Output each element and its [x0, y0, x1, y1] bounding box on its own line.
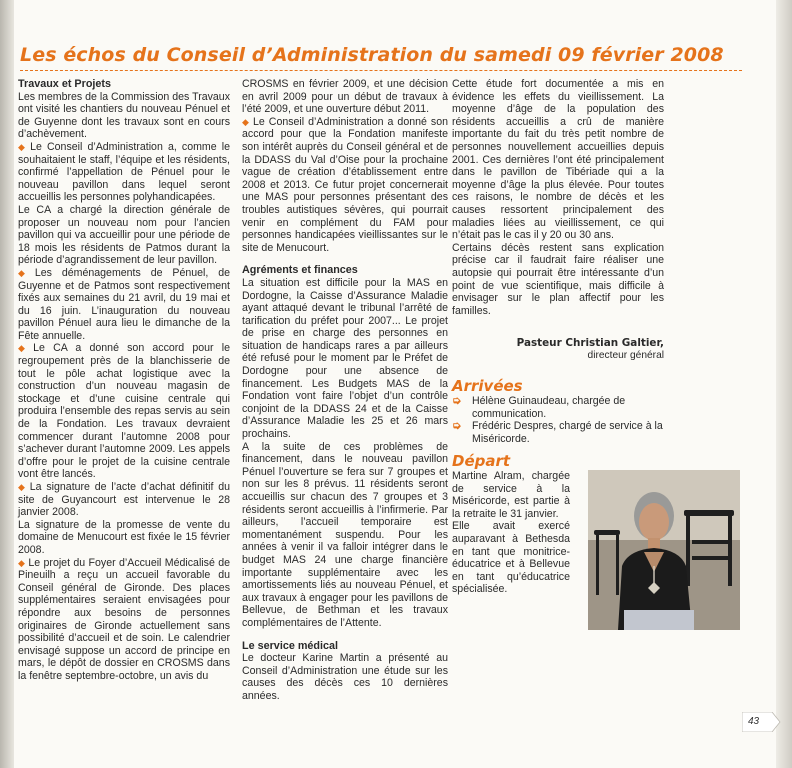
paragraph: La situation est difficile pour la MAS en Dordogne, la Caisse d’Assurance Maladie ayant attaqué devant le tribunal l’arrêté de tarification du préfet pour 2007... Le projet de prise en charge des personnes en situation de handicaps rares a par ailleurs été refusé pour le moment par le Préfet de Dordogne pour une absence de financement. Les Budgets MAS de la Fondation vont faire l’objet d’un contrôle conjoint de la DDASS 24 et de la Caisse d’Assurance Maladie les 25 et 26 mars prochains. [242, 276, 448, 441]
heading-depart: Départ [452, 452, 511, 471]
title-divider [20, 70, 742, 71]
paragraph: ◆ Le Conseil d’Administration a, comme le souhaitaient le staff, l’équipe et les résidents, confirmé l’appellation de Pénuel pour le nouveau pavillon dans lequel seront accueillis les personnes polyhandicapées. [18, 140, 231, 204]
portrait-illustration [588, 470, 740, 630]
diamond-bullet-icon: ◆ [242, 116, 250, 127]
paragraph: Cette étude fort documentée a mis en évidence les effets du vieillissement. La moyenne d’âge de la population des résidents accueillis a crû de manière importante du fait du très petit nombre de personnes nouvellement accueillies depuis 2001. Ces dernières l’ont été principalement dans le pavillon de Tibériade qui a la moyenne d’âge la plus élevée. Pour toutes ces raisons, le nombre de décès et les causes ressortent principalement des maladies liées au vieillissement, ce qui n’était pas le cas il y 20 ou 30 ans. [452, 78, 664, 242]
heading-agrements: Agréments et finances [242, 264, 358, 277]
column-1 [18, 78, 230, 683]
page-edge [776, 0, 792, 768]
page-number: 43 [742, 712, 782, 732]
heading-arrivees: Arrivées [452, 377, 523, 396]
paragraph: Certains décès restent sans explication précise car il faudrait faire réaliser une autopsie qui pourrait être intéressante d’un point de vue scientifique, mais difficile à envisager sur le plan affectif pour les familles. [452, 241, 664, 317]
paragraph: Le CA a chargé la direction générale de proposer un nouveau nom pour l’ancien pavillon qui va accueillir pour une période de 18 mois les résidents de Patmos durant la période d’agrandissement de leur pavillon. [18, 203, 230, 267]
paragraph: ◆ Le Conseil d’Administration a donné son accord pour que la Fondation manifeste son intérêt auprès du Conseil général et de la DDASS du Val d’Oise pour la prochaine vague de création d’établissement entre 2008 et 2013. Ce futur projet concernerait une MAS pour personnes présentant des troubles autistiques sévères, qui pourrait venir en complément du FAM pour personnes handicapées vieillissantes sur le site de Menucourt. [242, 115, 448, 254]
column-2 [242, 78, 448, 703]
book-spine [0, 0, 14, 768]
list-item: ➭ Frédéric Despres, chargé de service à la Miséricorde. [452, 420, 663, 445]
heading-service-medical: Le service médical [242, 639, 339, 652]
page-title: Les échos du Conseil d’Administration du samedi 09 février 2008 [20, 44, 724, 66]
arrow-right-icon: ➭ [452, 420, 462, 433]
list-item: ➭ Hélène Guinaudeau, chargée de communication. [452, 395, 626, 420]
paragraph: La signature de la promesse de vente du domaine de Menucourt est fixée le 15 février 2008. [18, 518, 230, 556]
signature-name: Pasteur Christian Galtier, [516, 337, 664, 350]
diamond-bullet-icon: ◆ [18, 267, 32, 278]
diamond-bullet-icon: ◆ [18, 482, 27, 492]
paragraph: ◆ Le projet du Foyer d’Accueil Médicalisé de Pineuilh a reçu un accueil favorable du Conseil général de Gironde. Des places supplémentaires seraient envisagées pour répondre aux besoins de personnes originaires de Gironde actuellement sans possibilité d’accueil et de soin. Le calendrier envisagé suppose un accord de principe en mars, le dépôt de dossier en CROSMS dans la fenêtre septembre-octobre, un avis du [18, 556, 231, 682]
diamond-bullet-icon: ◆ [18, 557, 26, 568]
paragraph: Martine Alram, chargée de service à la Miséricorde, est partie à la retraite le 31 janvier. [452, 470, 570, 520]
paragraph: CROSMS en février 2009, et une décision en avril 2009 pour un début de travaux à l’été 2009, et une ouverture début 2011. [242, 78, 448, 116]
paragraph: ◆ La signature de l’acte d’achat définitif du site de Guyancourt est intervenue le 28 janvier 2008. [18, 481, 230, 519]
signature-role: directeur général [587, 349, 664, 361]
paragraph: ◆ Le CA a donné son accord pour le regroupement près de la blanchisserie de tout le pôle achat logistique avec la construction d’un nouveau magasin de stockage et d’une cuisine centrale qui produira l’ensemble des repas servis au sein de la Fondation. Les travaux devraient commencer durant l’automne 2008 pour s’achever durant l’automne 2009. Les appels d’offre pour le projet de la cuisine centrale vont être lancés. [18, 342, 230, 481]
depart-section [452, 470, 664, 596]
paragraph: ◆ Les déménagements de Pénuel, de Guyenne et de Patmos sont respectivement fixés aux semaines du 21 avril, du 19 mai et du 16 juin. L’inauguration du nouveau pavillon Pénuel aura lieu le dimanche de la Fête annuelle. [18, 266, 231, 342]
paragraph: Elle avait exercé auparavant à Bethesda en tant que monitrice-éducatrice et à Bellevue en tant qu’éducatrice spécialisée. [452, 520, 570, 596]
diamond-bullet-icon: ◆ [18, 343, 31, 354]
diamond-bullet-icon: ◆ [18, 141, 28, 152]
paragraph: Les membres de la Commission des Travaux ont visité les chantiers du nouveau Pénuel et de Guyenne dont les travaux sont en cours d’achèvement. [18, 90, 230, 141]
paragraph: A la suite de ces problèmes de financement, dans le nouveau pavillon Pénuel l’ouverture se fera sur 7 groupes et non sur les 8 prévus. 11 résidents seront accueillis sur chacun des 7 groupes et 3 résidents seront accueillis à l’infirmerie. Par ailleurs, l’accueil temporaire est momentanément suspendu. Pour les années à venir il va falloir intégrer dans le budget MAS 24 une charge financière importante supplémentaire avec les amortissements liés au nouveau Pénuel, et aux travaux à engager pour les pavillons de Bellevue, de Bethman et les travaux complémentaires de l’Attente. [242, 440, 448, 629]
arrow-right-icon: ➭ [452, 395, 462, 408]
paragraph: Le docteur Karine Martin a présenté au Conseil d’Administration une étude sur les causes des décès ces 10 dernières années. [242, 652, 448, 702]
column-3 [452, 78, 664, 596]
heading-travaux: Travaux et Projets [18, 78, 112, 90]
portrait-photo [588, 470, 740, 630]
